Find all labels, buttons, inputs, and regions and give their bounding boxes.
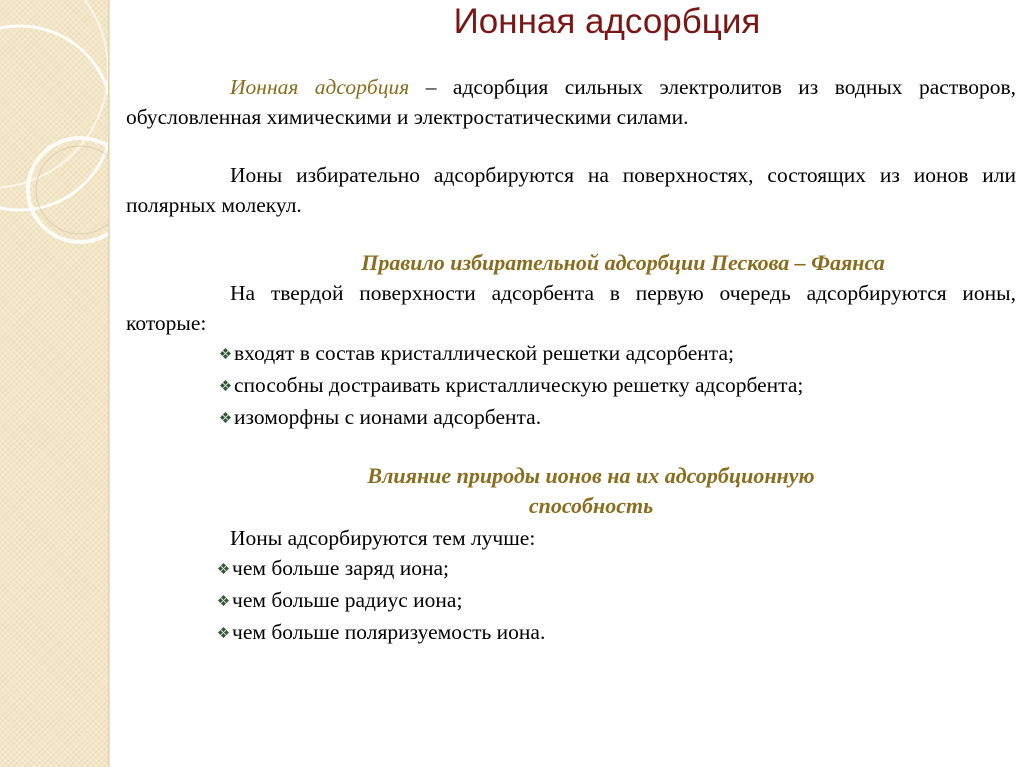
list-item: ❖чем больше радиус иона; [216, 585, 1016, 617]
diamond-bullet-icon: ❖ [216, 594, 231, 610]
sidebar-edge [108, 0, 110, 767]
decorative-circles-icon [0, 0, 110, 767]
slide-title: Ионная адсорбция [453, 2, 761, 41]
list-item: ❖способны достраивать кристаллическую решетку адсорбента; [218, 370, 1016, 402]
rule-paragraph: На твердой поверхности адсорбента в первую очередь адсорбируются ионы, которые: [126, 281, 1016, 335]
slide-content [126, 72, 1016, 649]
diamond-bullet-icon: ❖ [216, 626, 231, 642]
list-item: ❖изоморфны с ионами адсорбента. [218, 402, 1016, 434]
influence-list [126, 553, 1016, 649]
influence-lead: Ионы адсорбируются тем лучше: [230, 526, 536, 550]
diamond-bullet-icon: ❖ [216, 562, 231, 578]
list-item: ❖входят в состав кристаллической решетки адсорбента; [218, 338, 1016, 370]
term-ionic-adsorption: Ионная адсорбция [230, 75, 410, 99]
definition-text: – адсорбция сильных электролитов из водных растворов, обусловленная химическими и электростатическими силами. [126, 75, 1016, 129]
list-item: ❖чем больше заряд иона; [216, 553, 1016, 585]
diamond-bullet-icon: ❖ [218, 379, 233, 395]
definition-paragraph [126, 72, 1016, 132]
rule-heading: Правило избирательной адсорбции Пескова – Фаянса [361, 250, 885, 275]
selective-paragraph: Ионы избирательно адсорбируются на поверхностях, состоящих из ионов или полярных молекул. [126, 163, 1016, 217]
diamond-bullet-icon: ❖ [218, 347, 233, 363]
list-item: ❖чем больше поляризуемость иона. [216, 617, 1016, 649]
diamond-bullet-icon: ❖ [218, 411, 233, 427]
influence-heading-line1: Влияние природы ионов на их адсорбционную [367, 463, 815, 488]
influence-heading-line2: способность [528, 493, 654, 518]
rule-list [126, 338, 1016, 434]
decorative-sidebar [0, 0, 110, 767]
